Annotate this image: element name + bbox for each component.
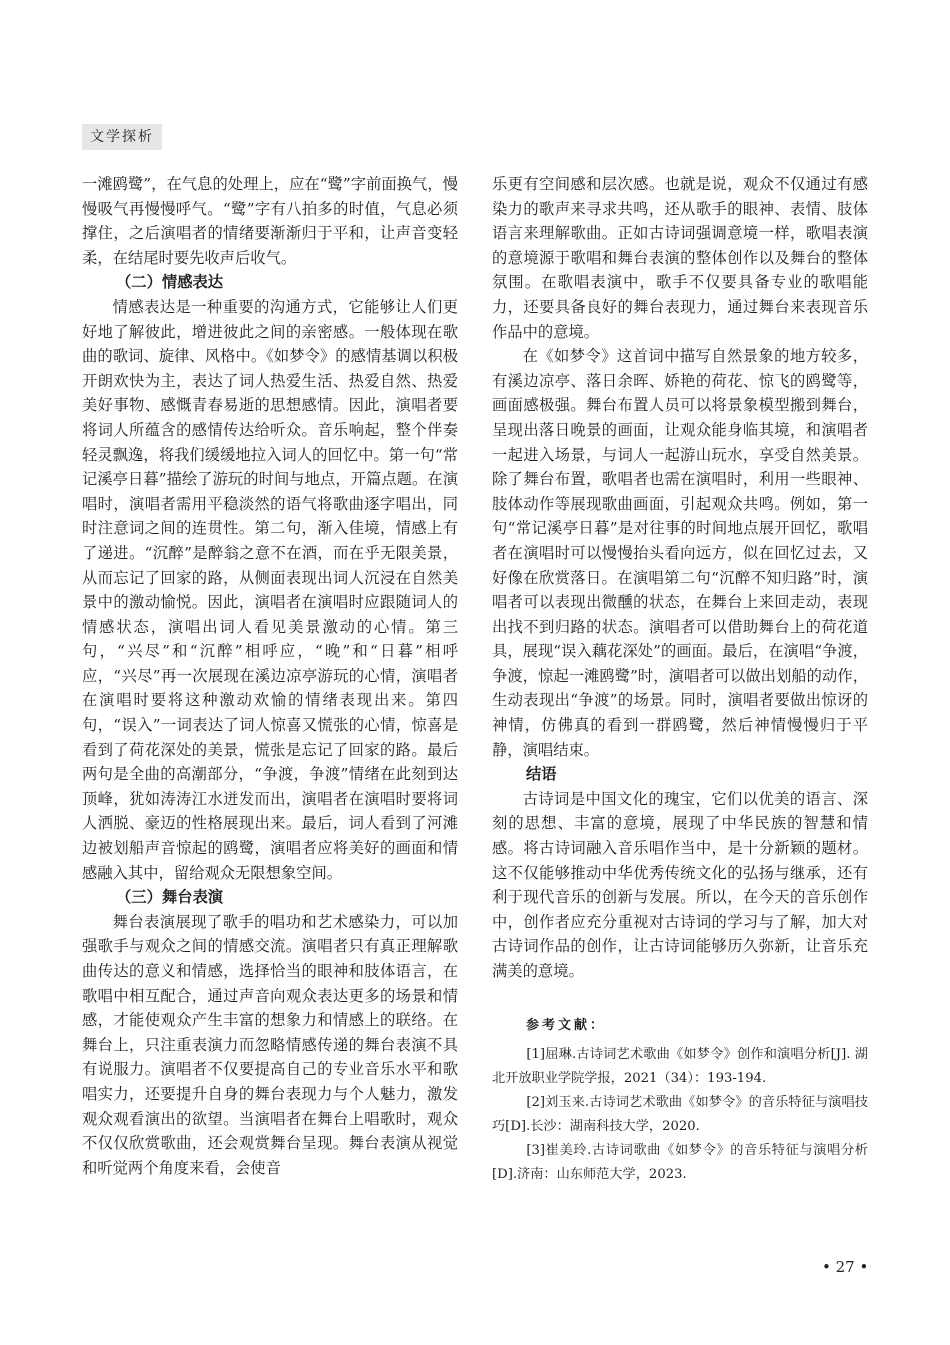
paragraph: 乐更有空间感和层次感。也就是说，观众不仅通过有感染力的歌声来寻求共鸣，还从歌手的眼神、表情、肢体语言来理解歌曲。正如古诗词强调意境一样，歌唱表演的意境源于歌唱和舞台表演的整体创作以及舞台的整体氛围。在歌唱表演中，歌手不仅要具备专业的歌唱能力，还要具备良好的舞台表现力，通过舞台来表现音乐作品中的意境。: [492, 175, 868, 341]
reference-item: [3]崔美玲.古诗词歌曲《如梦令》的音乐特征与演唱分析[D].济南：山东师范大学，2023.: [492, 1143, 868, 1182]
paragraph: 情感表达是一种重要的沟通方式，它能够让人们更好地了解彼此，增进彼此之间的亲密感。一般体现在歌曲的歌词、旋律、风格中。《如梦令》的感情基调以积极开朗欢快为主，表达了词人热爱生活、热爱自然、热爱美好事物、感慨青春易逝的思想感情。因此，演唱者要将词人所蕴含的感情传达给听众。音乐响起，整个伴奏轻灵飘逸，将我们缓缓地拉入词人的回忆中。第一句“常记溪亭日暮”描绘了游玩的时间与地点，开篇点题。在演唱时，演唱者需用平稳淡然的语气将歌曲逐字唱出，同时注意词之间的连贯性。第二句，渐入佳境，情感上有了递进。“沉醉”是醉翁之意不在酒，而在乎无限美景，从而忘记了回家的路，从侧面表现出词人沉浸在自然美景中的激动愉悦。因此，演唱者在演唱时应跟随词人的情感状态，演唱出词人看见美景激动的心情。第三句，“兴尽”和“沉醉”相呼应，“晚”和“日暮”相呼应，“兴尽”再一次展现在溪边凉亭游玩的心情，演唱者在演唱时要将这种激动欢愉的情绪表现出来。第四句，“误入”一词表达了词人惊喜又慌张的心情，惊喜是看到了荷花深处的美景，慌张是忘记了回家的路。最后两句是全曲的高潮部分，“争渡，争渡”情绪在此刻到达顶峰，犹如涛涛江水迸发而出，演唱者在演唱时要将词人洒脱、豪迈的性格展现出来。最后，词人看到了河滩边被划船声音惊起的鸥鹭，演唱者应将美好的画面和情感融入其中，留给观众无限想象空间。: [82, 297, 458, 882]
subheading-stage: （三）舞台表演: [116, 888, 224, 907]
paragraph: 古诗词是中国文化的瑰宝，它们以优美的语言、深刻的思想、丰富的意境，展现了中华民族的智慧和情感。将古诗词融入音乐唱作当中，是十分新颖的题材。这不仅能够推动中华优秀传统文化的弘扬与继承，还有利于现代音乐的创新与发展。所以，在今天的音乐创作中，创作者应充分重视对古诗词的学习与了解，加大对古诗词作品的创作，让古诗词能够历久弥新，让音乐充满美的意境。: [492, 789, 868, 980]
conclusion-heading: 结语: [526, 765, 557, 784]
right-column: [492, 172, 868, 984]
paragraph: 在《如梦令》这首词中描写自然景象的地方较多，有溪边凉亭、落日余晖、娇艳的荷花、惊飞的鸥鹭等，画面感极强。舞台布置人员可以将景象模型搬到舞台，呈现出落日晚景的画面，让观众能身临其境，和演唱者一起进入场景，与词人一起游山玩水，享受自然美景。除了舞台布置，歌唱者也需在演唱时，利用一些眼神、肢体动作等展现歌曲画面，引起观众共鸣。例如，第一句“常记溪亭日暮”是对往事的时间地点展开回忆，歌唱者在演唱时可以慢慢抬头看向远方，似在回忆过去，又好像在欣赏落日。在演唱第二句“沉醉不知归路”时，演唱者可以表现出微醺的状态，在舞台上来回走动，表现出找不到归路的状态。演唱者可以借助舞台上的荷花道具，展现“误入藕花深处”的画面。最后，在演唱“争渡，争渡，惊起一滩鸥鹭”时，演唱者可以做出划船的动作，生动表现出“争渡”的场景。同时，演唱者要做出惊讶的神情，仿佛真的看到一群鸥鹭，然后神情慢慢归于平静，演唱结束。: [492, 347, 868, 759]
left-column: [82, 172, 458, 1180]
references: [492, 1015, 868, 1187]
subheading-emotion: （二）情感表达: [116, 273, 224, 292]
references-title: 参考文献：: [526, 1018, 607, 1033]
reference-item: [1]屈琳.古诗词艺术歌曲《如梦令》创作和演唱分析[J]. 湖北开放职业学院学报，2021（34）：193-194.: [492, 1047, 868, 1086]
section-tag: 文学探析: [82, 124, 162, 150]
reference-item: [2]刘玉来.古诗词艺术歌曲《如梦令》的音乐特征与演唱技巧[D].长沙：湖南科技大学，2020.: [492, 1095, 868, 1134]
page-number: • 27 •: [822, 1258, 869, 1276]
paragraph: 舞台表演展现了歌手的唱功和艺术感染力，可以加强歌手与观众之间的情感交流。演唱者只有真正理解歌曲传达的意义和情感，选择恰当的眼神和肢体语言，在歌唱中相互配合，通过声音向观众表达更多的场景和情感，才能使观众产生丰富的想象力和情感上的联络。在舞台上，只注重表演力而忽略情感传递的舞台表演不具有说服力。演唱者不仅要提高自己的专业音乐水平和歌唱实力，还要提升自身的舞台表现力与个人魅力，激发观众观看演出的欲望。当演唱者在舞台上唱歌时，观众不仅仅欣赏歌曲，还会观赏舞台呈现。舞台表演从视觉和听觉两个角度来看，会使音: [82, 912, 458, 1177]
paragraph: 一滩鸥鹭”，在气息的处理上，应在“鹭”字前面换气，慢慢吸气再慢慢呼气。“鹭”字有八拍多的时值，气息必须撑住，之后演唱者的情绪要渐渐归于平和，让声音变轻柔，在结尾时要先收声后收气。: [82, 175, 458, 267]
